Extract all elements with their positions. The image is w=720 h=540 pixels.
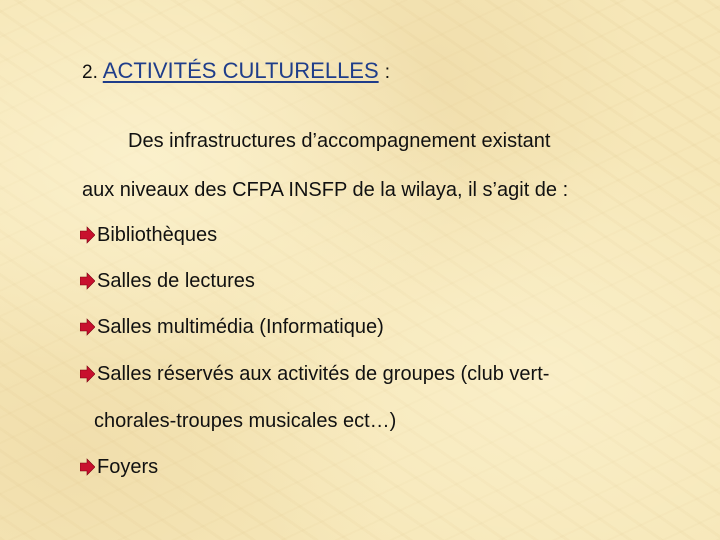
red-arrow-bullet-icon [80, 318, 95, 336]
section-number: 2. [82, 62, 98, 83]
bullet-label: Salles de lectures [97, 270, 255, 292]
section-title: ACTIVITÉS CULTURELLES [102, 58, 379, 83]
bullet-item-salles-multimedia [80, 316, 384, 339]
intro-line-1: Des infrastructures d’accompagnement existant [128, 130, 551, 152]
red-arrow-bullet-icon [80, 458, 95, 476]
bullet-item-foyers [80, 456, 158, 479]
bullet-label: Salles réservés aux activités de groupes (club vert- [97, 363, 550, 385]
bullet-item-bibliotheques [80, 224, 217, 247]
red-arrow-bullet-icon [80, 226, 95, 244]
bullet-item-salles-reserves [80, 363, 549, 386]
section-heading [82, 58, 390, 84]
bullet-label: Foyers [97, 456, 159, 478]
bullet-label: Salles multimédia (Informatique) [97, 316, 384, 338]
bullet-continuation-line: chorales-troupes musicales ect…) [94, 410, 397, 432]
bullet-item-salles-de-lectures [80, 270, 255, 293]
red-arrow-bullet-icon [80, 272, 95, 290]
red-arrow-bullet-icon [80, 365, 95, 383]
intro-line-2: aux niveaux des CFPA INSFP de la wilaya, il s’agit de : [82, 179, 569, 201]
heading-colon: : [384, 62, 391, 83]
bullet-label: Bibliothèques [97, 224, 218, 246]
